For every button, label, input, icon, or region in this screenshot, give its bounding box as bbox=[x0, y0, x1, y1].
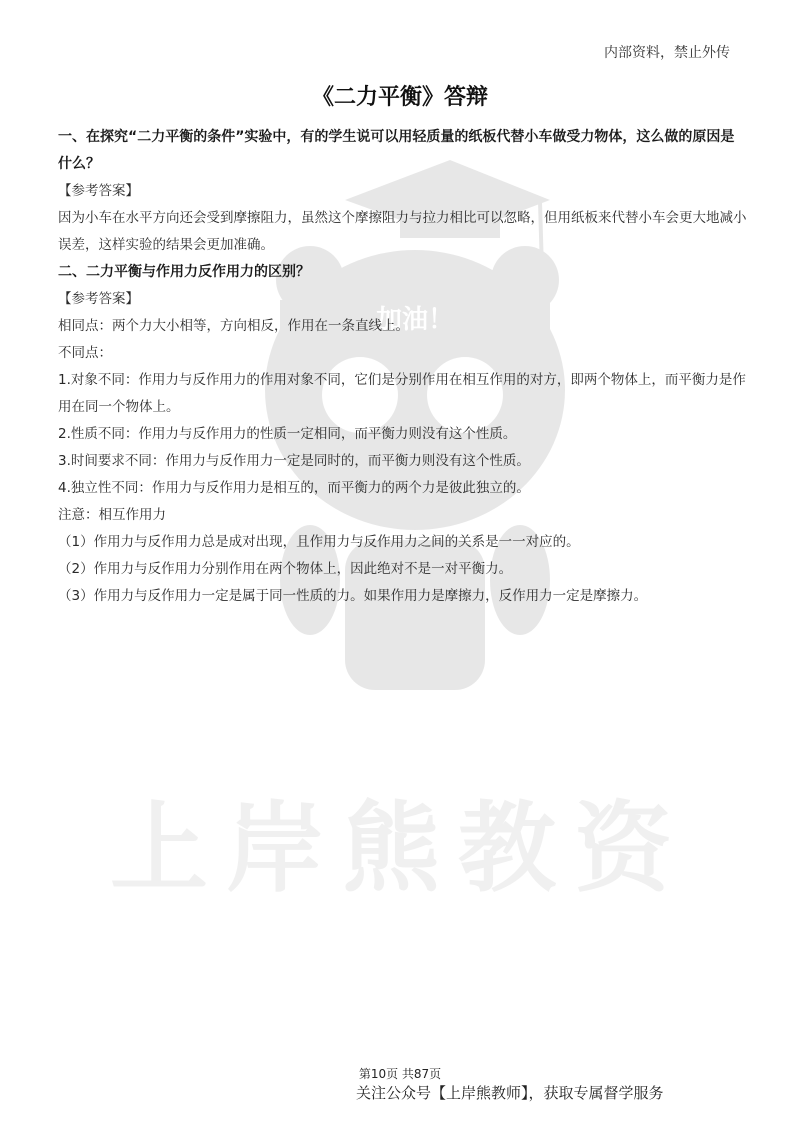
question-1: 一、在探究“二力平衡的条件”实验中，有的学生说可以用轻质量的纸板代替小车做受力物体，这么做的原因是什么？ bbox=[58, 129, 735, 172]
answer-label-1: 【参考答案】 bbox=[58, 183, 139, 199]
question-2: 二、二力平衡与作用力反作用力的区别？ bbox=[58, 264, 310, 280]
watermark-text: 上岸熊教资 bbox=[109, 792, 690, 906]
mascot-banner-text: 加油！ bbox=[375, 305, 455, 335]
difference-item: 2.性质不同：作用力与反作用力的性质一定相同，而平衡力则没有这个性质。 bbox=[58, 426, 517, 442]
note-heading: 注意：相互作用力 bbox=[58, 507, 166, 523]
difference-item: 4.独立性不同：作用力与反作用力是相互的，而平衡力的两个力是彼此独立的。 bbox=[58, 480, 530, 496]
difference-item: 3.时间要求不同：作用力与反作用力一定是同时的，而平衡力则没有这个性质。 bbox=[58, 453, 530, 469]
page-number: 第10页 共87页 bbox=[358, 1067, 442, 1081]
document-title: 《二力平衡》答辩 bbox=[311, 85, 488, 110]
note-item: （3）作用力与反作用力一定是属于同一性质的力。如果作用力是摩擦力，反作用力一定是摩擦力。 bbox=[58, 588, 648, 604]
similarity-text: 相同点：两个力大小相等，方向相反，作用在一条直线上。 bbox=[58, 318, 409, 334]
difference-item: 1.对象不同：作用力与反作用力的作用对象不同，它们是分别作用在相互作用的对方，即两个物体上，而平衡力是作用在同一个物体上。 bbox=[58, 372, 746, 415]
note-item: （1）作用力与反作用力总是成对出现，且作用力与反作用力之间的关系是一一对应的。 bbox=[58, 534, 580, 550]
answer-1: 因为小车在水平方向还会受到摩擦阻力，虽然这个摩擦阻力与拉力相比可以忽略，但用纸板来代替小车会更大地减小误差，这样实验的结果会更加准确。 bbox=[58, 210, 747, 253]
answer-label-2: 【参考答案】 bbox=[58, 291, 139, 307]
difference-heading: 不同点： bbox=[58, 345, 112, 361]
footer-promo: 关注公众号【上岸熊教师】，获取专属督学服务 bbox=[356, 1084, 664, 1102]
confidential-note: 内部资料，禁止外传 bbox=[604, 45, 730, 61]
document-body bbox=[58, 124, 748, 610]
note-item: （2）作用力与反作用力分别作用在两个物体上，因此绝对不是一对平衡力。 bbox=[58, 561, 513, 577]
